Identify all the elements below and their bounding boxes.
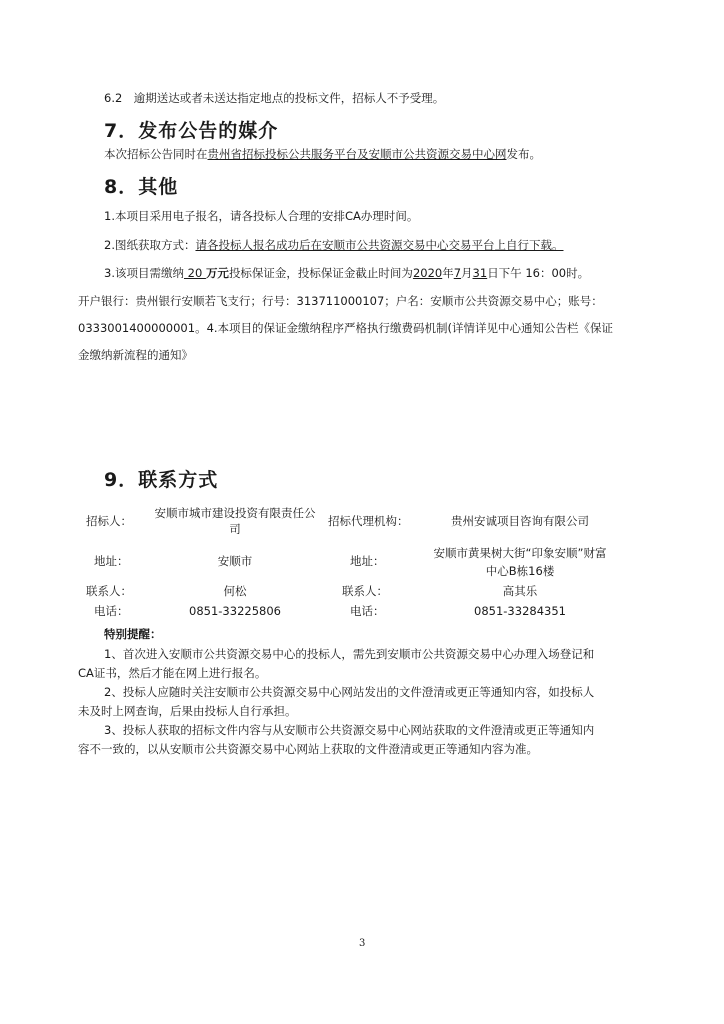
deposit-t1: 3.该项目需缴纳 [104, 266, 184, 280]
media-pre: 本次招标公告同时在 [104, 147, 208, 161]
deposit-unit: 万元 [205, 266, 229, 280]
deposit-amount: 20 [183, 266, 206, 280]
section-7-heading: 7．发布公告的媒介 [104, 120, 279, 142]
section-9-heading: 9．联系方式 [104, 469, 219, 491]
section-7-text [104, 146, 541, 162]
agency-label: 招标代理机构： [328, 514, 409, 528]
media-platforms: 贵州省招标投标公共服务平台及安顺市公共资源交易中心网 [207, 147, 507, 161]
notice-title: 特别提醒： [104, 627, 162, 641]
notice-1-line1: 1、首次进入安顺市公共资源交易中心的投标人，需先到安顺市公共资源交易中心办理入场登记和 [104, 647, 595, 661]
other-item-1: 1.本项目采用电子报名，请各投标人合理的安排CA办理时间。 [104, 209, 419, 223]
deadline-day: 31 [472, 266, 488, 280]
media-post: 发布。 [506, 147, 541, 161]
notice-2-line1: 2、投标人应随时关注安顺市公共资源交易中心网站发出的文件澄清或更正等通知内容，如投标人 [104, 685, 595, 699]
contact-label-right: 联系人： [342, 584, 388, 598]
address-label-left: 地址： [94, 554, 129, 568]
address-label-right: 地址： [350, 554, 385, 568]
phone-label-right: 电话： [350, 604, 385, 618]
notice-1-line2: CA证书，然后才能在网上进行报名。 [78, 666, 267, 680]
contact-label-left: 联系人： [86, 584, 132, 598]
deadline-year: 2020 [412, 266, 443, 280]
account-line: 0333001400000001。4.本项目的保证金缴纳程序严格执行缴费码机制(详情详见中心通知公告栏《保证 [78, 321, 614, 335]
deadline-t5: 日下午 16：00时。 [487, 266, 590, 280]
item2-method: 请各投标人报名成功后在安顺市公共资源交易中心交易平台上自行下载。 [195, 238, 564, 252]
page-number: 3 [359, 938, 366, 949]
agency-name: 贵州安诚项目咨询有限公司 [451, 514, 589, 528]
tenderer-name-line2: 司 [229, 522, 241, 536]
deposit-notice-line: 金缴纳新流程的通知》 [78, 348, 193, 362]
notice-2-line2: 未及时上网查询，后果由投标人自行承担。 [78, 704, 297, 718]
other-item-3 [104, 265, 589, 281]
address-left: 安顺市 [217, 554, 253, 568]
phone-right: 0851-33284351 [474, 604, 566, 618]
contact-left: 何松 [223, 584, 247, 598]
tenderer-label: 招标人： [86, 514, 132, 528]
tenderer-name-line1: 安顺市城市建设投资有限责任公 [154, 506, 316, 520]
item2-label: 2.图纸获取方式： [104, 238, 196, 252]
contact-right: 高其乐 [502, 584, 538, 598]
phone-label-left: 电话： [94, 604, 129, 618]
deadline-t4: 月 [461, 266, 473, 280]
address-right-line1: 安顺市黄果树大街“印象安顺”财富 [433, 546, 607, 560]
bank-info-line: 开户银行：贵州银行安顺若飞支行；行号：313711000107；户名：安顺市公共资源交易中心；账号： [78, 294, 603, 308]
deadline-t3: 年 [442, 266, 454, 280]
notice-3-line2: 容不一致的，以从安顺市公共资源交易中心网站上获取的文件澄清或更正等通知内容为准。 [78, 742, 538, 756]
notice-3-line1: 3、投标人获取的招标文件内容与从安顺市公共资源交易中心网站获取的文件澄清或更正等通知内 [104, 723, 595, 737]
clause-6-2: 6.2 逾期送达或者未送达指定地点的投标文件，招标人不予受理。 [104, 91, 445, 105]
address-right-line2: 中心B栋16楼 [485, 564, 555, 578]
other-item-2 [104, 237, 563, 253]
deadline-month: 7 [453, 266, 462, 280]
phone-left: 0851-33225806 [189, 604, 281, 618]
deposit-t2: 投标保证金，投标保证金截止时间为 [228, 266, 413, 280]
section-8-heading: 8．其他 [104, 176, 179, 198]
